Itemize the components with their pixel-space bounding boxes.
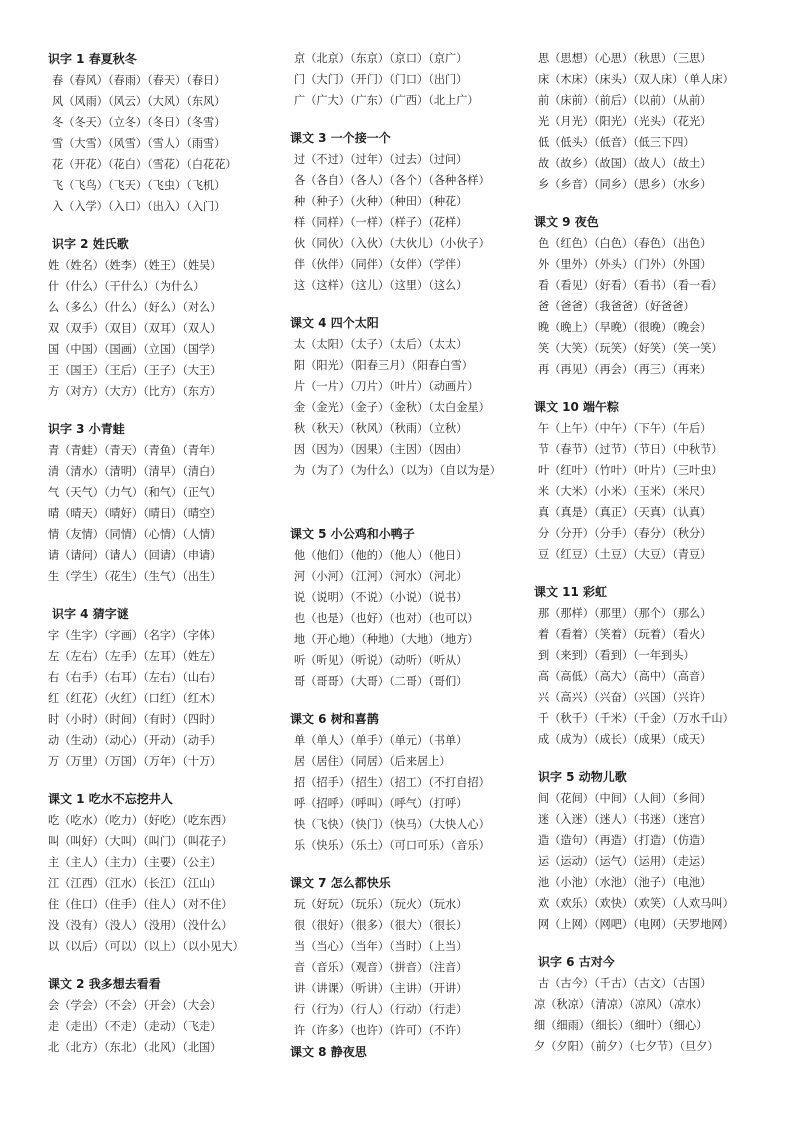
word-row: 清（清水）（清明）（清早）（清白） (48, 465, 222, 478)
word-row: 走（走出）（不走）（走动）（飞走） (48, 1020, 222, 1033)
word-row: 看（看见）（好看）（看书）（看一看） (538, 279, 723, 292)
word-row: 万（万里）（万国）（万年）（十万） (48, 755, 222, 768)
spacer (534, 935, 784, 951)
word-row: 乡（乡音）（同乡）（思乡）（水乡） (538, 178, 712, 191)
word-row: 冬（冬天）（立冬）（冬日）（冬雪） (52, 116, 226, 129)
word-row: 叫（叫好）（大叫）（叫门）（叫花子） (48, 835, 233, 848)
word-row: 动（生动）（动心）（开动）（动手） (48, 734, 222, 747)
word-row: 分（分开）（分手）（春分）（秋分） (538, 527, 712, 540)
word-row: 么（多么）（什么）（好么）（对么） (48, 301, 222, 314)
word-row: 因（因为）（因果）（主因）（因由） (294, 443, 468, 456)
word-row: 生（学生）（花生）（生气）（出生） (48, 570, 222, 583)
word-row: 各（各自）（各人）（各个）（各种各样） (294, 174, 490, 187)
word-row: 外（里外）（外头）（门外）（外国） (538, 258, 712, 271)
spacer (48, 957, 284, 973)
word-row: 凉（秋凉）（清凉）（凉风）（凉水） (534, 998, 708, 1011)
section-title: 课文 8 静夜思 (290, 1045, 367, 1059)
word-row: 色（红色）（白色）（春色）（出色） (538, 237, 712, 250)
word-row: 双（双手）（双目）（双耳）（双人） (48, 322, 222, 335)
column-3 (534, 48, 784, 1057)
word-row: 飞（飞鸟）（飞天）（飞虫）（飞机） (52, 179, 226, 192)
word-row: 那（那样）（那里）（那个）（那么） (538, 607, 712, 620)
section-title: 课文 4 四个太阳 (290, 316, 379, 330)
word-row: 江（江西）（江水）（长江）（江山） (48, 877, 222, 890)
column-2 (290, 48, 526, 1063)
word-row: 招（招手）（招生）（招工）（不打自招） (294, 776, 490, 789)
word-row: 秋（秋天）（秋风）（秋雨）（立秋） (294, 422, 468, 435)
word-row: 字（生字）（字画）（名字）（字体） (48, 629, 222, 642)
word-row: 金（金光）（金子）（金秋）（太白金星） (294, 401, 490, 414)
word-row: 造（造句）（再造）（打造）（仿造） (538, 834, 712, 847)
word-row: 真（真是）（真正）（天真）（认真） (538, 506, 712, 519)
word-row: 前（床前）（前后）（以前）（从前） (538, 94, 712, 107)
word-row: 伴（伙伴）（同伴）（女伴）（学伴） (294, 258, 468, 271)
word-row: 行（行为）（行人）（行动）（行走） (294, 1003, 468, 1016)
spacer (534, 565, 784, 581)
word-row: 快（飞快）（快门）（快马）（大快人心） (294, 818, 490, 831)
word-row: 春（春风）（春雨）（春天）（春日） (52, 74, 226, 87)
word-row: 思（思想）（心思）（秋思）（三思） (538, 52, 712, 65)
word-row: 伙（同伙）（入伙）（大伙儿）（小伙子） (294, 237, 490, 250)
word-row: 爸（爸爸）（我爸爸）（好爸爸） (538, 300, 695, 313)
column-1 (48, 48, 284, 1058)
word-row: 入（入学）（入口）（出入）（入门） (52, 200, 226, 213)
section-title: 课文 2 我多想去看看 (48, 977, 161, 991)
word-row: 玩（好玩）（玩乐）（玩火）（玩水） (294, 898, 468, 911)
word-row: 欢（欢乐）（欢快）（欢笑）（人欢马叫） (538, 897, 734, 910)
word-row: 红（红花）（火红）（口红）（红木） (48, 692, 222, 705)
section-title: 课文 3 一个接一个 (290, 131, 391, 145)
word-row: 花（开花）（花白）（雪花）（白花花） (52, 158, 237, 171)
word-row: 哥（哥哥）（大哥）（二哥）（哥们） (294, 675, 468, 688)
word-row: 王（国王）（王后）（王子）（大王） (48, 364, 222, 377)
section-title: 课文 1 吃水不忘挖井人 (48, 792, 173, 806)
section-title: 识字 6 古对今 (538, 955, 615, 969)
spacer (48, 587, 284, 603)
word-row: 间（花间）（中间）（人间）（乡间） (538, 792, 712, 805)
word-row: 住（住口）（住手）（住人）（对不住） (48, 898, 233, 911)
word-row: 请（请问）（请人）（回请）（申请） (48, 549, 222, 562)
word-row: 门（大门）（开门）（门口）（出门） (294, 73, 468, 86)
word-row: 音（音乐）（观音）（拼音）（注音） (294, 961, 468, 974)
word-row: 着（看着）（笑着）（玩着）（看火） (538, 628, 712, 641)
section-title: 课文 5 小公鸡和小鸭子 (290, 527, 415, 541)
word-row: 河（小河）（江河）（河水）（河北） (294, 570, 468, 583)
word-row: 广（广大）（广东）（广西）（北上广） (294, 94, 479, 107)
word-row: 吃（吃水）（吃力）（好吃）（吃东西） (48, 814, 233, 827)
word-row: 很（很好）（很多）（很大）（很长） (294, 919, 468, 932)
word-row: 风（风雨）（风云）（大风）（东风） (52, 95, 226, 108)
word-row: 迷（入迷）（迷人）（书迷）（迷宫） (538, 813, 712, 826)
spacer (534, 750, 784, 766)
word-row: 讲（讲课）（听讲）（主讲）（开讲） (294, 982, 468, 995)
word-row: 高（高低）（高大）（高中）（高音） (538, 670, 712, 683)
word-row: 故（故乡）（故国）（故人）（故土） (538, 157, 712, 170)
spacer (290, 296, 526, 312)
word-row: 主（主人）（主力）（主要）（公主） (48, 856, 222, 869)
word-row: 乐（快乐）（乐土）（可口可乐）（音乐） (294, 839, 490, 852)
word-row: 当（当心）（当年）（当时）（上当） (294, 940, 468, 953)
word-row: 池（小池）（水池）（池子）（电池） (538, 876, 712, 889)
word-row: 夕（夕阳）（前夕）（七夕节）（旦夕） (534, 1040, 719, 1053)
word-row: 晚（晚上）（早晚）（很晚）（晚会） (538, 321, 712, 334)
word-row: 再（再见）（再会）（再三）（再来） (538, 363, 712, 376)
word-row: 右（右手）（右耳）（左右）（山右） (48, 671, 222, 684)
word-row: 过（不过）（过年）（过去）（过问） (294, 153, 468, 166)
word-row: 光（月光）（阳光）（光头）（花光） (538, 115, 712, 128)
word-row: 这（这样）（这儿）（这里）（这么） (294, 279, 468, 292)
word-row: 北（北方）（东北）（北风）（北国） (48, 1041, 222, 1054)
word-row: 成（成为）（成长）（成果）（成天） (538, 733, 712, 746)
spacer (290, 481, 526, 523)
word-row: 低（低头）（低音）（低三下四） (538, 136, 695, 149)
word-row: 也（也是）（也好）（也对）（也可以） (294, 612, 479, 625)
word-row: 午（上午）（中午）（下午）（午后） (538, 422, 712, 435)
word-row: 地（开心地）（种地）（大地）（地方） (294, 633, 479, 646)
section-title: 课文 6 树和喜鹊 (290, 712, 379, 726)
word-row: 青（青蛙）（青天）（青鱼）（青年） (48, 444, 222, 457)
spacer (534, 195, 784, 211)
word-row: 雪（大雪）（风雪）（雪人）（雨雪） (52, 137, 226, 150)
word-row: 为（为了）（为什么）（以为）（自以为是） (294, 464, 501, 477)
word-row: 他（他们）（他的）（他人）（他日） (294, 549, 468, 562)
section-title: 课文 9 夜色 (534, 215, 599, 229)
word-row: 京（北京）（东京）（京口）（京广） (294, 52, 468, 65)
word-row: 方（对方）（大方）（比方）（东方） (48, 385, 222, 398)
word-row: 床（木床）（床头）（双人床）（单人床） (538, 73, 734, 86)
word-row: 笑（大笑）（玩笑）（好笑）（笑一笑） (538, 342, 723, 355)
word-row: 太（太阳）（太子）（太后）（太太） (294, 338, 468, 351)
word-row: 居（居住）（同居）（后来居上） (294, 755, 451, 768)
word-row: 以（以后）（可以）（以上）（以小见大） (48, 940, 244, 953)
word-row: 许（许多）（也许）（许可）（不许） (294, 1024, 468, 1037)
word-row: 姓（姓名）（姓李）（姓王）（姓吴） (48, 259, 222, 272)
word-row: 种（种子）（火种）（种田）（种花） (294, 195, 468, 208)
word-row: 到（来到）（看到）（一年到头） (538, 649, 695, 662)
word-row: 情（友情）（同情）（心情）（人情） (48, 528, 222, 541)
word-row: 样（同样）（一样）（样子）（花样） (294, 216, 468, 229)
word-row: 千（秋千）（千米）（千金）（万水千山） (538, 712, 734, 725)
word-row: 阳（阳光）（阳春三月）（阳春白雪） (294, 359, 473, 372)
spacer (48, 772, 284, 788)
word-row: 听（听见）（听说）（动听）（听从） (294, 654, 468, 667)
word-row: 国（中国）（国画）（立国）（国学） (48, 343, 222, 356)
word-row: 叶（红叶）（竹叶）（叶片）（三叶虫） (538, 464, 723, 477)
section-title: 识字 3 小青蛙 (48, 422, 125, 436)
section-title: 识字 5 动物儿歌 (538, 770, 627, 784)
word-row: 气（天气）（力气）（和气）（正气） (48, 486, 222, 499)
section-title: 识字 1 春夏秋冬 (48, 52, 137, 66)
word-row: 什（什么）（干什么）（为什么） (48, 280, 205, 293)
spacer (534, 380, 784, 396)
section-title: 识字 2 姓氏歌 (52, 237, 129, 251)
word-row: 网（上网）（网吧）（电网）（天罗地网） (538, 918, 734, 931)
spacer (290, 111, 526, 127)
word-row: 运（运动）（运气）（运用）（走运） (538, 855, 712, 868)
word-row: 节（春节）（过节）（节日）（中秋节） (538, 443, 723, 456)
word-row: 片（一片）（刀片）（叶片）（动画片） (294, 380, 479, 393)
spacer (290, 856, 526, 872)
spacer (48, 217, 284, 233)
section-title: 识字 4 猜字谜 (52, 607, 129, 621)
word-row: 呼（招呼）（呼叫）（呼气）（打呼） (294, 797, 468, 810)
word-row: 兴（高兴）（兴奋）（兴国）（兴许） (538, 691, 712, 704)
word-row: 米（大米）（小米）（玉米）（米尺） (538, 485, 712, 498)
spacer (48, 402, 284, 418)
word-row: 没（没有）（没人）（没用）（没什么） (48, 919, 233, 932)
word-row: 左（左右）（左手）（左耳）（姓左） (48, 650, 222, 663)
section-title: 课文 10 端午粽 (534, 400, 620, 414)
word-row: 古（古今）（千古）（古文）（古国） (538, 977, 712, 990)
word-row: 时（小时）（时间）（有时）（四时） (48, 713, 222, 726)
section-title: 课文 11 彩虹 (534, 585, 608, 599)
section-title: 课文 7 怎么都快乐 (290, 876, 391, 890)
word-row: 细（细雨）（细长）（细叶）（细心） (534, 1019, 708, 1032)
word-row: 晴（晴天）（晴好）（晴日）（晴空） (48, 507, 222, 520)
spacer (290, 692, 526, 708)
word-row: 会（学会）（不会）（开会）（大会） (48, 999, 222, 1012)
word-row: 豆（红豆）（土豆）（大豆）（青豆） (538, 548, 712, 561)
word-row: 说（说明）（不说）（小说）（说书） (294, 591, 468, 604)
word-row: 单（单人）（单手）（单元）（书单） (294, 734, 468, 747)
